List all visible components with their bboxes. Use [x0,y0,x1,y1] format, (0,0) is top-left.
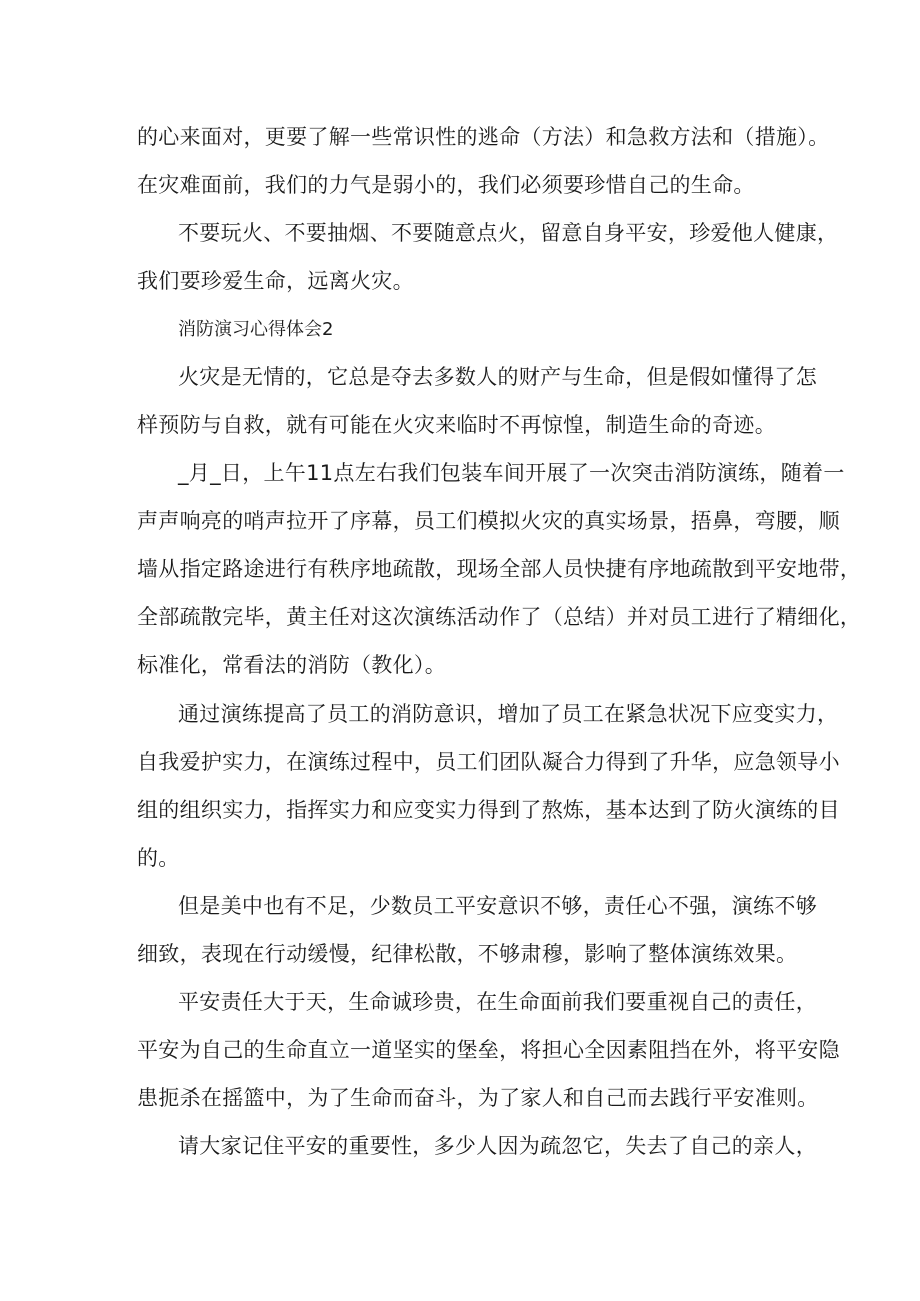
text-line: 组的组织实力，指挥实力和应变实力得到了熬炼，基本达到了防火演练的目 [137,798,840,822]
text-line: 平安为自己的生命直立一道坚实的堡垒，将担心全因素阻挡在外，将平安隐 [137,1038,840,1062]
text-line: 通过演练提高了员工的消防意识，增加了员工在紧急状况下应变实力， [178,702,839,726]
text-line: 平安责任大于天，生命诚珍贵，在生命面前我们要重视自己的责任， [178,990,817,1014]
text-line: 墙从指定路途进行有秩序地疏散，现场全部人员快捷有序地疏散到平安地带， [137,557,862,581]
text-line: 火灾是无情的，它总是夺去多数人的财产与生命，但是假如懂得了怎 [178,365,817,389]
text-line: 我们要珍爱生命，远离火灾。 [137,269,414,293]
text-line: 的心来面对，更要了解一些常识性的逃命（方法）和急救方法和（措施）。 [137,125,830,149]
text-line: _月_日，上午11点左右我们包装车间开展了一次突击消防演练，随着一 [178,461,845,485]
text-line: 样预防与自救，就有可能在火灾来临时不再惊惶，制造生命的奇迹。 [137,413,776,437]
text-line: 在灾难面前，我们的力气是弱小的，我们必须要珍惜自己的生命。 [137,173,755,197]
text-line: 自我爱护实力，在演练过程中，员工们团队凝合力得到了升华，应急领导小 [137,750,840,774]
text-line: 请大家记住平安的重要性，多少人因为疏忽它，失去了自己的亲人， [178,1134,817,1158]
text-line: 全部疏散完毕，黄主任对这次演练活动作了（总结）并对员工进行了精细化， [137,605,862,629]
text-line: 患扼杀在摇篮中，为了生命而奋斗，为了家人和自己而去践行平安准则。 [137,1086,819,1110]
section-heading: 消防演习心得体会2 [178,319,334,340]
text-line: 的。 [137,846,180,870]
text-line: 标准化，常看法的消防（教化）。 [137,653,446,677]
text-line: 声声响亮的哨声拉开了序幕，员工们模拟火灾的真实场景，捂鼻，弯腰，顺 [137,509,840,533]
text-line: 不要玩火、不要抽烟、不要随意点火，留意自身平安，珍爱他人健康， [178,221,839,245]
text-line: 细致，表现在行动缓慢，纪律松散，不够肃穆，影响了整体演练效果。 [137,942,798,966]
text-line: 但是美中也有不足，少数员工平安意识不够，责任心不强，演练不够 [178,894,817,918]
